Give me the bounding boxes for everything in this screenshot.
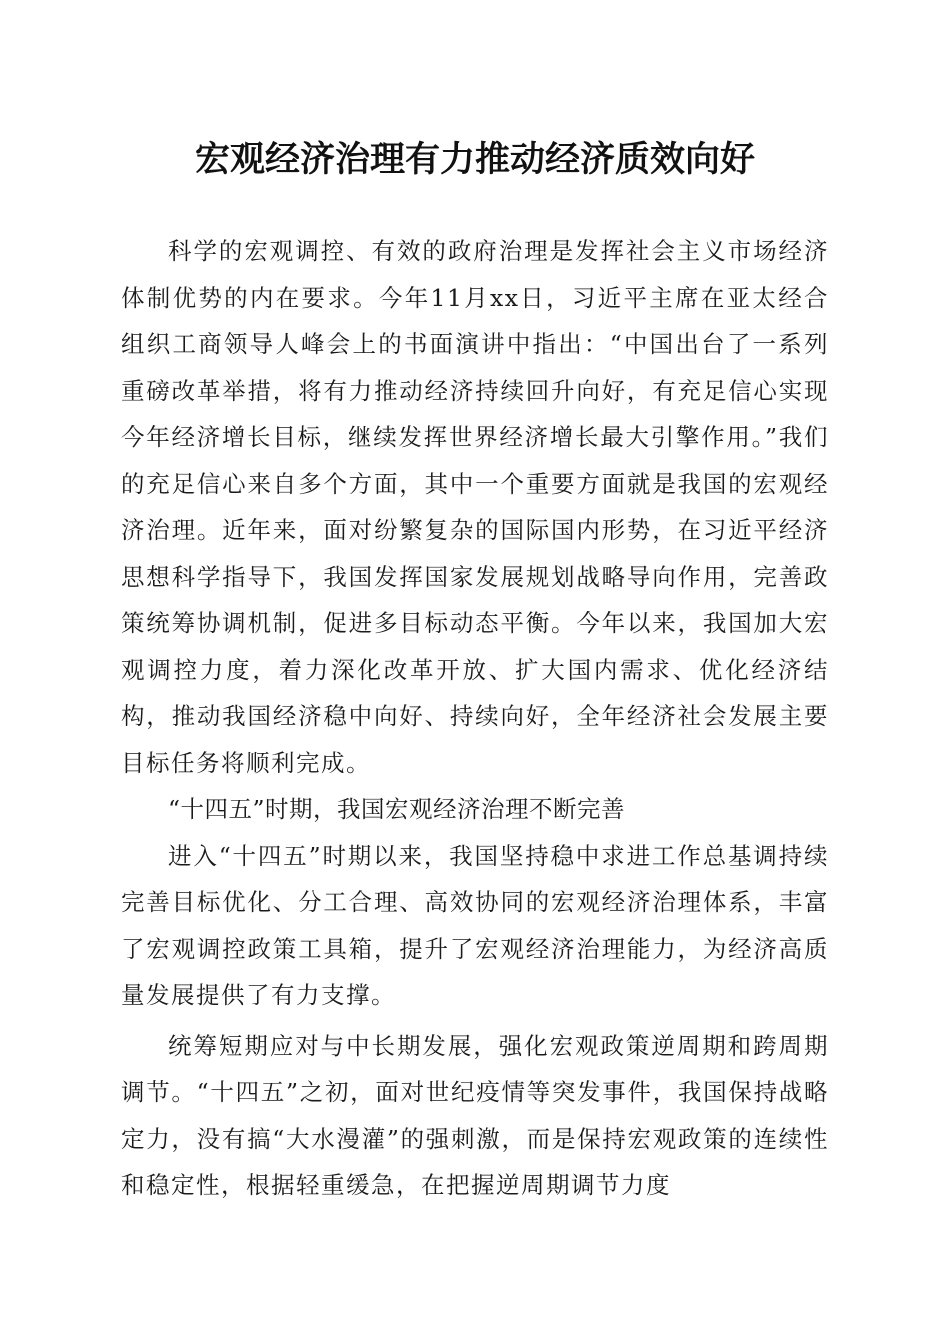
- section-heading: “十四五”时期，我国宏观经济治理不断完善: [168, 795, 626, 823]
- document-title: 宏观经济治理有力推动经济质效向好: [194, 139, 755, 180]
- paragraph-policy-coordination: 统筹短期应对与中长期发展，强化宏观政策逆周期和跨周期调节。“十四五”之初，面对世纪疫情等突发事件，我国保持战略定力，没有搞“大水漫灌”的强刺激，而是保持宏观政策的连续性和稳定性，根据轻重缓急，在把握逆周期调节力度: [121, 1031, 829, 1199]
- paragraph-section-overview: 进入“十四五”时期以来，我国坚持稳中求进工作总基调持续完善目标优化、分工合理、高效协同的宏观经济治理体系，丰富了宏观调控政策工具箱，提升了宏观经济治理能力，为经济高质量发展提供了有力支撑。: [121, 841, 829, 1009]
- paragraph-intro: 科学的宏观调控、有效的政府治理是发挥社会主义市场经济体制优势的内在要求。今年11月xx日，习近平主席在亚太经合组织工商领导人峰会上的书面演讲中指出：“中国出台了一系列重磅改革举措，将有力推动经济持续回升向好，有充足信心实现今年经济增长目标，继续发挥世界经济增长最大引擎作用。”我们的充足信心来自多个方面，其中一个重要方面就是我国的宏观经济治理。近年来，面对纷繁复杂的国际国内形势，在习近平经济思想科学指导下，我国发挥国家发展规划战略导向作用，完善政策统筹协调机制，促进多目标动态平衡。今年以来，我国加大宏观调控力度，着力深化改革开放、扩大国内需求、优化经济结构，推动我国经济稳中向好、持续向好，全年经济社会发展主要目标任务将顺利完成。: [121, 237, 829, 777]
- document-body: [121, 228, 829, 1209]
